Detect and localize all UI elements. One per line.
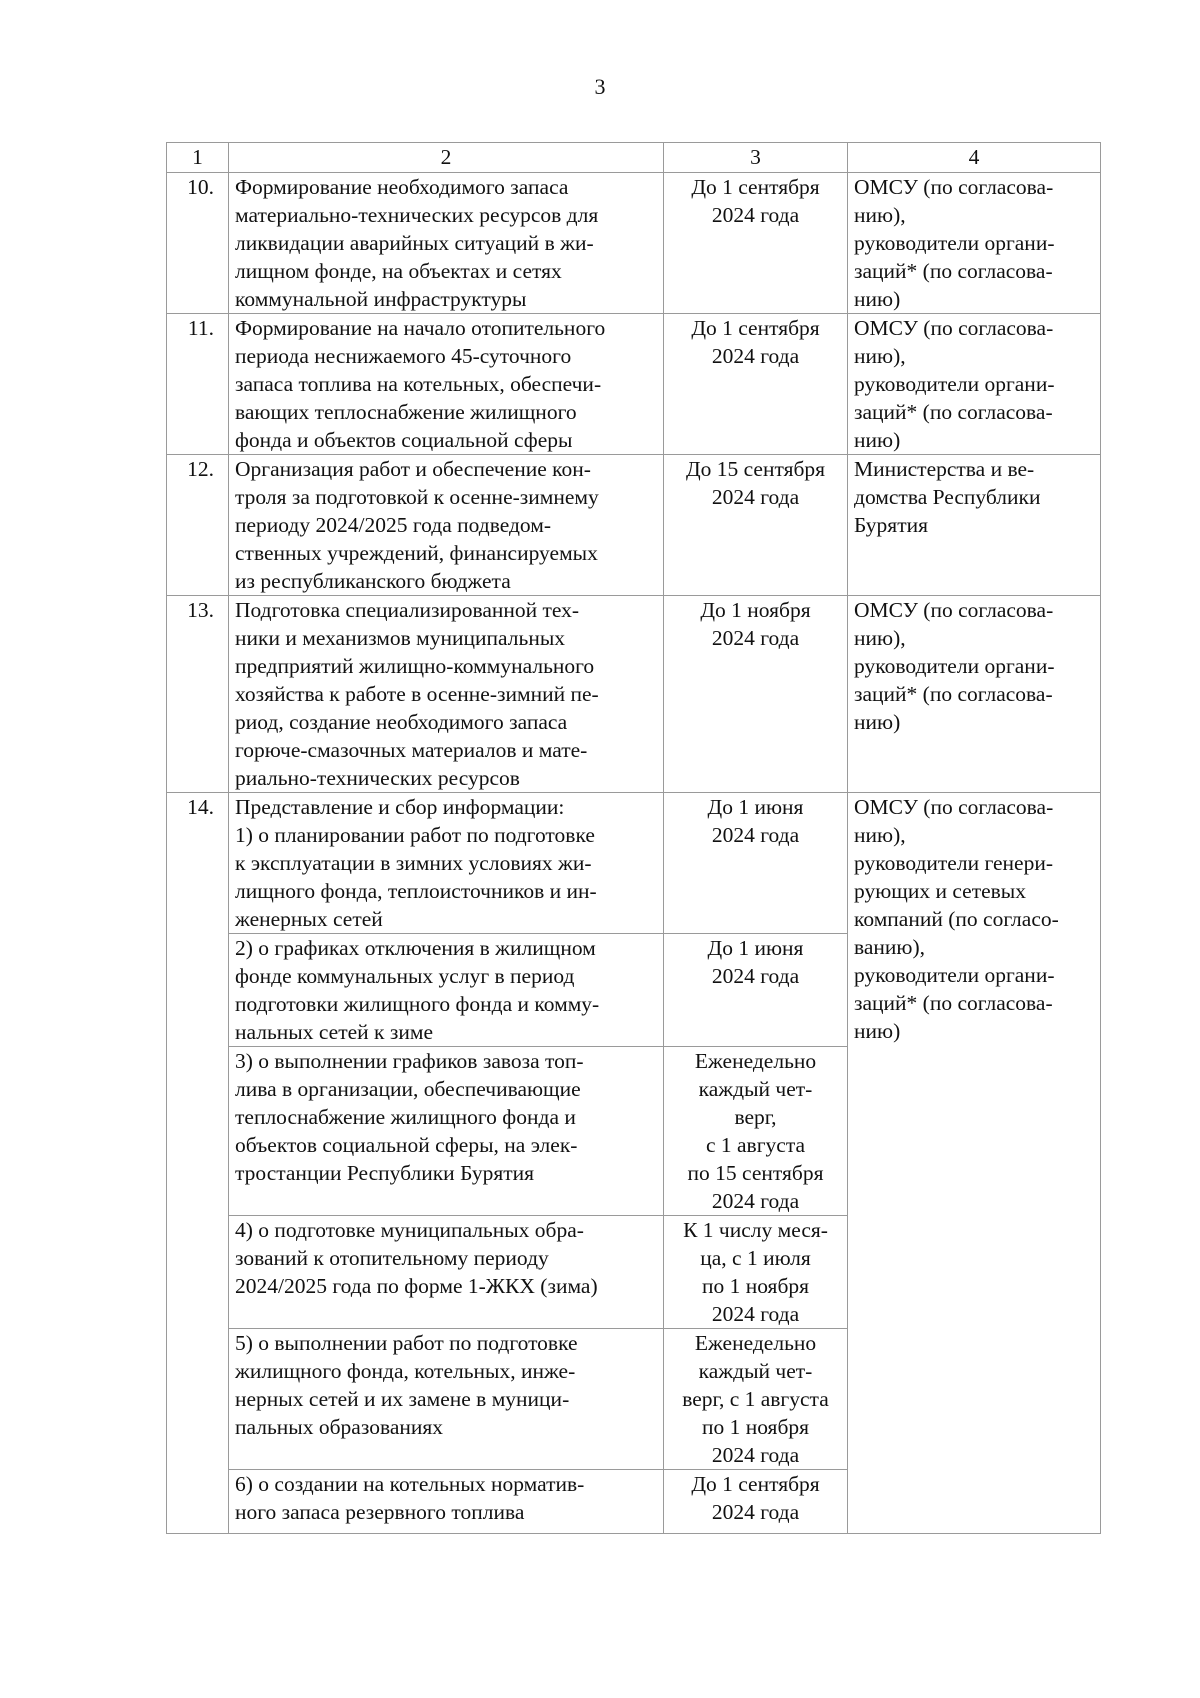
row-description-line: 3) о выполнении графиков завоза топ- xyxy=(235,1049,584,1073)
table-header xyxy=(167,143,1101,173)
row-description-line: троля за подготовкой к осенне-зимнему xyxy=(235,485,599,509)
row-description-line: предприятий жилищно-коммунального xyxy=(235,654,595,678)
row-number: 11. xyxy=(167,314,229,455)
row-description-line: ликвидации аварийных ситуаций в жи- xyxy=(235,231,594,255)
row-deadline xyxy=(664,455,848,596)
row-description xyxy=(229,1047,664,1216)
row-responsible-line: нию) xyxy=(854,710,901,734)
row-description-line: хозяйства к работе в осенне-зимний пе- xyxy=(235,682,599,706)
row-deadline-line: ца, с 1 июля xyxy=(700,1246,811,1270)
row-description xyxy=(229,455,664,596)
header-row xyxy=(167,143,1101,173)
row-responsible-line: нию), xyxy=(854,626,906,650)
row-deadline-line: по 1 ноября xyxy=(701,1415,810,1439)
row-responsible-line: заций* (по согласова- xyxy=(854,400,1053,424)
row-description-line: 5) о выполнении работ по подготовке xyxy=(235,1331,578,1355)
row-responsible-line: нию), xyxy=(854,823,906,847)
row-responsible-line: нию) xyxy=(854,428,901,452)
row-deadline-line: Еженедельно xyxy=(694,1331,817,1355)
row-responsible-line: заций* (по согласова- xyxy=(854,259,1053,283)
row-deadline-line: До 1 сентября xyxy=(691,1472,820,1496)
row-number: 14. xyxy=(167,793,229,1534)
row-deadline-line: 2024 года xyxy=(711,1189,800,1213)
row-description xyxy=(229,314,664,455)
row-description-line: коммунальной инфраструктуры xyxy=(235,287,527,311)
row-deadline-line: До 1 ноября xyxy=(700,598,811,622)
row-description-line: риально-технических ресурсов xyxy=(235,766,520,790)
row-description xyxy=(229,1470,664,1534)
row-deadline-line: До 1 июня xyxy=(707,795,804,819)
row-responsible xyxy=(848,596,1101,793)
row-deadline-line: До 15 сентября xyxy=(685,457,826,481)
row-deadline xyxy=(664,314,848,455)
row-responsible-line: руководители органи- xyxy=(854,372,1055,396)
row-responsible xyxy=(848,173,1101,314)
row-deadline-line: До 1 июня xyxy=(707,936,804,960)
row-description-line: пальных образованиях xyxy=(235,1415,444,1439)
table-row xyxy=(167,455,1101,596)
row-description-line: ного запаса резервного топлива xyxy=(235,1500,525,1524)
row-description-line: запаса топлива на котельных, обеспечи- xyxy=(235,372,602,396)
row-responsible-line: руководители органи- xyxy=(854,231,1055,255)
row-number: 10. xyxy=(167,173,229,314)
row-description-line: горюче-смазочных материалов и мате- xyxy=(235,738,588,762)
row-description-line: зований к отопительному периоду xyxy=(235,1246,549,1270)
row-description xyxy=(229,793,664,934)
row-description-line: периода неснижаемого 45-суточного xyxy=(235,344,572,368)
row-deadline xyxy=(664,1329,848,1470)
row-responsible-line: домства Республики xyxy=(854,485,1041,509)
row-description-line: Подготовка специализированной тех- xyxy=(235,598,580,622)
row-responsible-line: Бурятия xyxy=(854,513,928,537)
row-deadline xyxy=(664,1216,848,1329)
row-responsible-line: Министерства и ве- xyxy=(854,457,1035,481)
table-body xyxy=(167,173,1101,1534)
row-deadline-line: по 1 ноября xyxy=(701,1274,810,1298)
row-description xyxy=(229,1329,664,1470)
row-description-line: 6) о создании на котельных норматив- xyxy=(235,1472,585,1496)
row-responsible-line: заций* (по согласова- xyxy=(854,682,1053,706)
header-col-2: 2 xyxy=(229,143,664,173)
row-responsible-line: нию) xyxy=(854,1019,901,1043)
row-description-line: теплоснабжение жилищного фонда и xyxy=(235,1105,576,1129)
row-responsible xyxy=(848,455,1101,596)
row-deadline-line: 2024 года xyxy=(711,485,800,509)
row-description-line: из республиканского бюджета xyxy=(235,569,511,593)
row-number: 12. xyxy=(167,455,229,596)
row-responsible-line: заций* (по согласова- xyxy=(854,991,1053,1015)
row-deadline-line: К 1 числу меся- xyxy=(683,1218,828,1242)
row-description-line: 4) о подготовке муниципальных обра- xyxy=(235,1218,584,1242)
row-description-line: ственных учреждений, финансируемых xyxy=(235,541,598,565)
row-responsible-line: ванию), xyxy=(854,935,926,959)
row-deadline-line: с 1 августа xyxy=(705,1133,806,1157)
row-description-line: Формирование на начало отопительного xyxy=(235,316,606,340)
row-responsible-line: нию), xyxy=(854,203,906,227)
row-deadline-line: 2024 года xyxy=(711,1500,800,1524)
row-responsible xyxy=(848,793,1101,1534)
row-description-line: периоду 2024/2025 года подведом- xyxy=(235,513,552,537)
row-description xyxy=(229,173,664,314)
row-description-line: 2024/2025 года по форме 1-ЖКХ (зима) xyxy=(235,1274,598,1298)
row-description-line: 1) о планировании работ по подготовке xyxy=(235,823,595,847)
row-deadline xyxy=(664,173,848,314)
row-responsible-line: руководители генери- xyxy=(854,851,1053,875)
row-description xyxy=(229,596,664,793)
header-col-4: 4 xyxy=(848,143,1101,173)
row-deadline-line: каждый чет- xyxy=(698,1359,813,1383)
row-description-line: Представление и сбор информации: xyxy=(235,795,565,819)
row-responsible-line: ОМСУ (по согласова- xyxy=(854,316,1054,340)
row-description-line: к эксплуатации в зимних условиях жи- xyxy=(235,851,592,875)
row-deadline-line: верг, xyxy=(734,1105,777,1129)
row-deadline-line: 2024 года xyxy=(711,1302,800,1326)
row-deadline-line: 2024 года xyxy=(711,626,800,650)
row-description-line: лищного фонда, теплоисточников и ин- xyxy=(235,879,597,903)
row-description xyxy=(229,934,664,1047)
row-description-line: жилищного фонда, котельных, инже- xyxy=(235,1359,576,1383)
row-description-line: фонда и объектов социальной сферы xyxy=(235,428,573,452)
row-deadline-line: по 15 сентября xyxy=(687,1161,824,1185)
row-deadline-line: верг, с 1 августа xyxy=(682,1387,829,1411)
row-description-line: нальных сетей к зиме xyxy=(235,1020,433,1044)
row-description-line: фонде коммунальных услуг в период xyxy=(235,964,575,988)
row-deadline xyxy=(664,793,848,934)
row-deadline-line: каждый чет- xyxy=(698,1077,813,1101)
row-description-line: нерных сетей и их замене в муници- xyxy=(235,1387,570,1411)
row-responsible-line: руководители органи- xyxy=(854,963,1055,987)
row-deadline-line: До 1 сентября xyxy=(691,175,820,199)
row-deadline-line: 2024 года xyxy=(711,1443,800,1467)
row-deadline-line: 2024 года xyxy=(711,823,800,847)
row-description-line: материально-технических ресурсов для xyxy=(235,203,599,227)
row-responsible xyxy=(848,314,1101,455)
row-description-line: женерных сетей xyxy=(235,907,383,931)
row-responsible-line: нию) xyxy=(854,287,901,311)
plan-table xyxy=(166,142,1101,1534)
row-description xyxy=(229,1216,664,1329)
row-deadline-line: 2024 года xyxy=(711,203,800,227)
row-description-line: ники и механизмов муниципальных xyxy=(235,626,566,650)
table-row xyxy=(167,173,1101,314)
row-deadline-line: 2024 года xyxy=(711,964,800,988)
row-deadline xyxy=(664,1470,848,1534)
row-responsible-line: компаний (по согласо- xyxy=(854,907,1059,931)
row-description-line: подготовки жилищного фонда и комму- xyxy=(235,992,600,1016)
row-number: 13. xyxy=(167,596,229,793)
page-number: 3 xyxy=(594,74,606,99)
row-description-line: лищном фонде, на объектах и сетях xyxy=(235,259,562,283)
table-row xyxy=(167,793,1101,934)
table-row xyxy=(167,596,1101,793)
row-responsible-line: ОМСУ (по согласова- xyxy=(854,175,1054,199)
row-description-line: лива в организации, обеспечивающие xyxy=(235,1077,581,1101)
row-description-line: риод, создание необходимого запаса xyxy=(235,710,568,734)
row-deadline-line: Еженедельно xyxy=(694,1049,817,1073)
row-description-line: 2) о графиках отключения в жилищном xyxy=(235,936,596,960)
row-description-line: вающих теплоснабжение жилищного xyxy=(235,400,577,424)
row-deadline-line: До 1 сентября xyxy=(691,316,820,340)
header-col-1: 1 xyxy=(167,143,229,173)
row-responsible-line: ОМСУ (по согласова- xyxy=(854,598,1054,622)
header-col-3: 3 xyxy=(664,143,848,173)
row-responsible-line: нию), xyxy=(854,344,906,368)
row-description-line: Формирование необходимого запаса xyxy=(235,175,569,199)
row-deadline-line: 2024 года xyxy=(711,344,800,368)
row-responsible-line: руководители органи- xyxy=(854,654,1055,678)
row-deadline xyxy=(664,934,848,1047)
row-description-line: объектов социальной сферы, на элек- xyxy=(235,1133,578,1157)
row-deadline xyxy=(664,596,848,793)
row-deadline xyxy=(664,1047,848,1216)
row-responsible-line: рующих и сетевых xyxy=(854,879,1026,903)
table-row xyxy=(167,314,1101,455)
row-description-line: Организация работ и обеспечение кон- xyxy=(235,457,591,481)
row-description-line: тростанции Республики Бурятия xyxy=(235,1161,535,1185)
row-responsible-line: ОМСУ (по согласова- xyxy=(854,795,1054,819)
